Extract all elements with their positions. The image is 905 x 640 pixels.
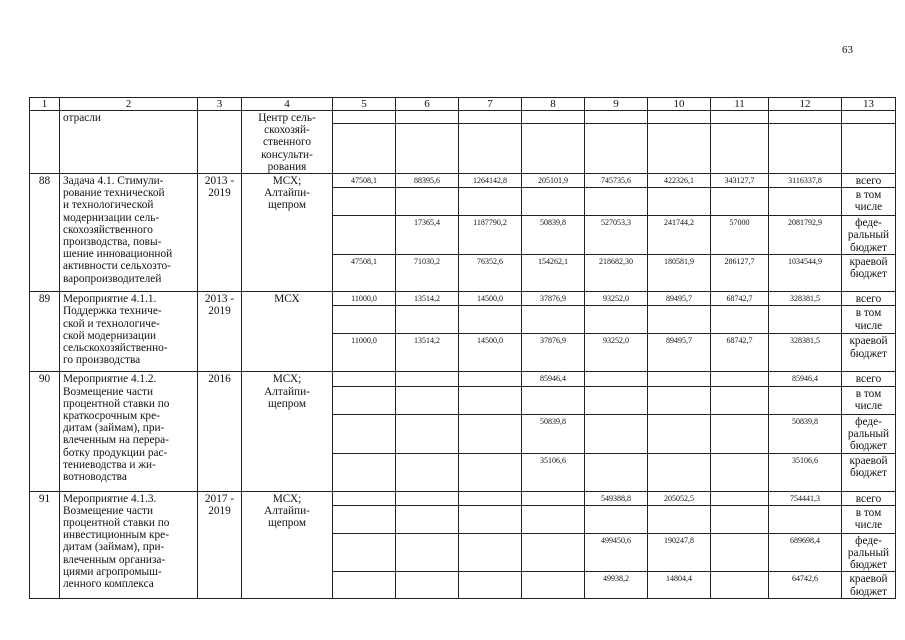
funding-source-cell bbox=[842, 533, 896, 572]
text-line: МСХ; bbox=[272, 492, 302, 505]
text-line: всего bbox=[855, 175, 882, 188]
value-cell bbox=[396, 306, 459, 334]
value-cell bbox=[459, 386, 522, 414]
text-line: в том bbox=[855, 506, 882, 519]
value-cell bbox=[396, 453, 459, 491]
value-cell bbox=[459, 372, 522, 386]
value-cell bbox=[459, 572, 522, 598]
value-cell: 1034544,9 bbox=[769, 255, 842, 292]
value-cell bbox=[648, 414, 711, 453]
value-cell bbox=[648, 306, 711, 334]
text-line: Мероприятие 4.1.3. bbox=[63, 492, 157, 505]
text-line: Алтайпи- bbox=[264, 187, 310, 200]
text-line: феде- bbox=[855, 415, 882, 428]
header-row bbox=[30, 98, 896, 111]
value-cell bbox=[585, 453, 648, 491]
text-line: ральный bbox=[847, 547, 890, 560]
text-line: дитам (займам), при- bbox=[63, 541, 165, 554]
value-cell: 68742,7 bbox=[711, 292, 769, 306]
funding-source-cell bbox=[842, 188, 896, 216]
funding-source-cell bbox=[842, 306, 896, 334]
value-cell: 68742,7 bbox=[711, 334, 769, 372]
text-line: 2019 bbox=[208, 187, 231, 200]
text-line: числе bbox=[854, 519, 883, 532]
value-cell: 89495,7 bbox=[648, 334, 711, 372]
empty-value-cell bbox=[769, 111, 842, 174]
text-line: бюджет bbox=[850, 268, 887, 281]
value-cell bbox=[769, 306, 842, 334]
value-cell bbox=[333, 372, 396, 386]
text-line: в том bbox=[855, 189, 882, 202]
value-cell bbox=[585, 372, 648, 386]
subrow-divider bbox=[459, 111, 521, 124]
text-line: процентной ставки по bbox=[63, 397, 170, 410]
measure-row bbox=[30, 491, 896, 505]
text-line: краткосрочным кре- bbox=[63, 410, 160, 423]
text-line: Мероприятие 4.1.1. bbox=[63, 293, 157, 306]
funding-source-cell bbox=[842, 572, 896, 598]
value-cell: 241744,2 bbox=[648, 216, 711, 255]
value-cell: 154262,1 bbox=[522, 255, 585, 292]
text-line: в том bbox=[855, 387, 882, 400]
subrow-divider bbox=[769, 111, 841, 124]
value-cell: 50839,8 bbox=[522, 414, 585, 453]
row-number-cell: 89 bbox=[30, 292, 60, 372]
value-cell bbox=[333, 505, 396, 533]
value-cell bbox=[396, 188, 459, 216]
text-line: инвестиционным кре- bbox=[63, 529, 169, 542]
header-cell: 6 bbox=[396, 98, 459, 111]
text-line: циями агропромыш- bbox=[63, 565, 162, 578]
text-line: 2013 - bbox=[204, 175, 235, 188]
value-cell bbox=[711, 453, 769, 491]
header-cell: 2 bbox=[60, 98, 198, 111]
value-cell: 689698,4 bbox=[769, 533, 842, 572]
measure-row bbox=[30, 174, 896, 188]
value-cell bbox=[333, 216, 396, 255]
value-cell: 37876,9 bbox=[522, 334, 585, 372]
text-line: Возмещение части bbox=[63, 385, 153, 398]
value-cell: 14804,4 bbox=[648, 572, 711, 598]
subrow-divider bbox=[842, 111, 895, 124]
subrow-divider bbox=[711, 111, 768, 124]
measure-name-cell bbox=[60, 372, 198, 491]
text-line: МСХ; bbox=[272, 175, 302, 188]
text-line: ботку продукции рас- bbox=[63, 446, 168, 459]
funding-source-cell bbox=[842, 216, 896, 255]
text-line: ленного комплекса bbox=[63, 578, 154, 591]
text-line: бюджет bbox=[850, 559, 887, 572]
value-cell: 3116337,8 bbox=[769, 174, 842, 188]
value-cell: 50839,8 bbox=[522, 216, 585, 255]
value-cell: 328381,5 bbox=[769, 292, 842, 306]
text-line: 2019 bbox=[208, 305, 231, 318]
value-cell: 190247,8 bbox=[648, 533, 711, 572]
value-cell: 13514,2 bbox=[396, 292, 459, 306]
value-cell bbox=[711, 572, 769, 598]
page-number: 63 bbox=[842, 44, 853, 56]
value-cell: 50839,8 bbox=[769, 414, 842, 453]
empty-value-cell bbox=[459, 111, 522, 174]
text-line: Центр сель- bbox=[258, 112, 316, 124]
empty-value-cell bbox=[711, 111, 769, 174]
text-line: сельскохозяйственно- bbox=[63, 342, 168, 355]
value-cell bbox=[585, 386, 648, 414]
value-cell bbox=[711, 372, 769, 386]
value-cell bbox=[459, 306, 522, 334]
value-cell: 14500,0 bbox=[459, 334, 522, 372]
funding-source-cell bbox=[842, 174, 896, 188]
text-line: дитам (займам), при- bbox=[63, 422, 165, 435]
text-line: го производства bbox=[63, 354, 141, 367]
value-cell bbox=[522, 572, 585, 598]
text-line: бюджет bbox=[850, 440, 887, 453]
value-cell bbox=[711, 386, 769, 414]
value-cell bbox=[459, 491, 522, 505]
value-cell bbox=[396, 505, 459, 533]
measure-row bbox=[30, 372, 896, 386]
value-cell: 549388,8 bbox=[585, 491, 648, 505]
subrow-divider bbox=[396, 111, 458, 124]
value-cell bbox=[711, 505, 769, 533]
empty-value-cell bbox=[585, 111, 648, 174]
header-cell: 12 bbox=[769, 98, 842, 111]
text-line: ральный bbox=[847, 427, 890, 440]
empty-value-cell bbox=[522, 111, 585, 174]
value-cell bbox=[522, 306, 585, 334]
value-cell: 57000 bbox=[711, 216, 769, 255]
value-cell: 64742,6 bbox=[769, 572, 842, 598]
measure-name-cell bbox=[60, 111, 198, 174]
value-cell bbox=[711, 414, 769, 453]
value-cell: 17365,4 bbox=[396, 216, 459, 255]
text-line: ральный bbox=[847, 229, 890, 242]
executor-cell bbox=[242, 292, 333, 372]
value-cell bbox=[333, 533, 396, 572]
value-cell: 205101,9 bbox=[522, 174, 585, 188]
text-line: краевой bbox=[849, 454, 888, 467]
value-cell bbox=[396, 372, 459, 386]
period-cell bbox=[198, 292, 242, 372]
row-number-cell bbox=[30, 111, 60, 174]
text-line: 2019 bbox=[208, 504, 231, 517]
value-cell: 76352,6 bbox=[459, 255, 522, 292]
value-cell bbox=[396, 414, 459, 453]
text-line: бюджет bbox=[850, 347, 887, 360]
funding-source-cell bbox=[842, 292, 896, 306]
value-cell: 49938,2 bbox=[585, 572, 648, 598]
text-line: скохозяйственного bbox=[63, 223, 153, 236]
value-cell: 343127,7 bbox=[711, 174, 769, 188]
value-cell bbox=[648, 453, 711, 491]
text-line: бюджет bbox=[850, 466, 887, 479]
budget-table bbox=[29, 97, 896, 599]
value-cell bbox=[711, 533, 769, 572]
header-cell: 9 bbox=[585, 98, 648, 111]
text-line: числе bbox=[854, 319, 883, 332]
value-cell bbox=[459, 188, 522, 216]
text-line: всего bbox=[855, 373, 882, 386]
executor-cell bbox=[242, 491, 333, 598]
value-cell: 1187790,2 bbox=[459, 216, 522, 255]
value-cell: 527053,3 bbox=[585, 216, 648, 255]
value-cell bbox=[333, 306, 396, 334]
value-cell: 328381,5 bbox=[769, 334, 842, 372]
text-line: и технологической bbox=[63, 199, 154, 212]
value-cell: 35106,6 bbox=[769, 453, 842, 491]
funding-source-cell bbox=[842, 414, 896, 453]
empty-value-cell bbox=[396, 111, 459, 174]
value-cell bbox=[769, 188, 842, 216]
text-line: ской и технологиче- bbox=[63, 317, 160, 330]
funding-source-cell bbox=[842, 334, 896, 372]
value-cell bbox=[711, 491, 769, 505]
value-cell bbox=[769, 386, 842, 414]
value-cell bbox=[396, 386, 459, 414]
header-cell: 7 bbox=[459, 98, 522, 111]
period-cell bbox=[198, 174, 242, 292]
text-line: щепром bbox=[268, 397, 306, 410]
measure-name-cell bbox=[60, 174, 198, 292]
text-line: рования bbox=[267, 160, 307, 173]
measure-name-cell bbox=[60, 292, 198, 372]
value-cell bbox=[585, 414, 648, 453]
text-line: щепром bbox=[268, 517, 306, 530]
value-cell bbox=[333, 572, 396, 598]
funding-source-cell bbox=[842, 386, 896, 414]
text-line: феде- bbox=[855, 217, 882, 230]
value-cell bbox=[648, 386, 711, 414]
value-cell: 745735,6 bbox=[585, 174, 648, 188]
measure-name-cell bbox=[60, 491, 198, 598]
subrow-divider bbox=[522, 111, 584, 124]
value-cell: 89495,7 bbox=[648, 292, 711, 306]
header-cell: 4 bbox=[242, 98, 333, 111]
text-line: шение инновационной bbox=[63, 248, 173, 261]
value-cell: 422326,1 bbox=[648, 174, 711, 188]
text-line: Возмещение части bbox=[63, 504, 153, 517]
text-line: модернизации сель- bbox=[63, 211, 160, 224]
value-cell: 47508,1 bbox=[333, 255, 396, 292]
text-line: 2017 - bbox=[204, 492, 235, 505]
text-line: Алтайпи- bbox=[264, 504, 310, 517]
value-cell: 37876,9 bbox=[522, 292, 585, 306]
empty-value-cell bbox=[842, 111, 896, 174]
value-cell bbox=[396, 572, 459, 598]
value-cell bbox=[522, 188, 585, 216]
value-cell bbox=[585, 505, 648, 533]
text-line: Поддержка техниче- bbox=[63, 305, 162, 318]
value-cell: 85946,4 bbox=[522, 372, 585, 386]
value-cell bbox=[648, 188, 711, 216]
header-cell: 10 bbox=[648, 98, 711, 111]
period-cell bbox=[198, 491, 242, 598]
value-cell bbox=[522, 505, 585, 533]
text-line: Задача 4.1. Стимули- bbox=[63, 175, 164, 188]
text-line: варопроизводителей bbox=[63, 272, 162, 285]
row-number-cell: 91 bbox=[30, 491, 60, 598]
row-number-cell: 88 bbox=[30, 174, 60, 292]
text-line: вотноводства bbox=[63, 471, 127, 484]
empty-value-cell bbox=[333, 111, 396, 174]
value-cell: 93252,0 bbox=[585, 292, 648, 306]
value-cell bbox=[333, 188, 396, 216]
value-cell bbox=[522, 491, 585, 505]
value-cell: 13514,2 bbox=[396, 334, 459, 372]
value-cell: 93252,0 bbox=[585, 334, 648, 372]
executor-cell bbox=[242, 372, 333, 491]
value-cell: 14500,0 bbox=[459, 292, 522, 306]
value-cell: 85946,4 bbox=[769, 372, 842, 386]
value-cell bbox=[459, 505, 522, 533]
period-cell bbox=[198, 372, 242, 491]
text-line: тениеводства и жи- bbox=[63, 458, 156, 471]
value-cell bbox=[459, 453, 522, 491]
text-line: активности сельхозто- bbox=[63, 260, 171, 273]
text-line: краевой bbox=[849, 256, 888, 269]
value-cell: 71030,2 bbox=[396, 255, 459, 292]
period-cell bbox=[198, 111, 242, 174]
text-line: 2016 bbox=[208, 373, 231, 386]
value-cell bbox=[769, 505, 842, 533]
text-line: краевой bbox=[849, 573, 888, 586]
text-line: всего bbox=[855, 293, 882, 306]
subrow-divider bbox=[333, 111, 395, 124]
value-cell bbox=[333, 491, 396, 505]
text-line: влеченным на перера- bbox=[63, 434, 169, 447]
value-cell bbox=[522, 533, 585, 572]
text-line: ской модернизации bbox=[63, 329, 157, 342]
text-line: щепром bbox=[268, 199, 306, 212]
funding-source-cell bbox=[842, 505, 896, 533]
empty-value-cell bbox=[648, 111, 711, 174]
text-line: всего bbox=[855, 492, 882, 505]
executor-cell bbox=[242, 111, 333, 174]
text-line: краевой bbox=[849, 335, 888, 348]
value-cell bbox=[333, 386, 396, 414]
header-cell: 8 bbox=[522, 98, 585, 111]
text-line: ственного bbox=[263, 136, 311, 149]
continuation-row bbox=[30, 111, 896, 174]
funding-source-cell bbox=[842, 453, 896, 491]
header-cell: 1 bbox=[30, 98, 60, 111]
subrow-divider bbox=[585, 111, 647, 124]
funding-source-cell bbox=[842, 255, 896, 292]
text-line: влеченным организа- bbox=[63, 553, 166, 566]
funding-source-cell bbox=[842, 491, 896, 505]
text-line: отрасли bbox=[63, 112, 101, 124]
value-cell: 218682,30 bbox=[585, 255, 648, 292]
header-cell: 3 bbox=[198, 98, 242, 111]
value-cell: 499450,6 bbox=[585, 533, 648, 572]
value-cell bbox=[459, 533, 522, 572]
value-cell: 35106,6 bbox=[522, 453, 585, 491]
value-cell: 2081792,9 bbox=[769, 216, 842, 255]
value-cell bbox=[585, 188, 648, 216]
text-line: консульти- bbox=[261, 148, 313, 161]
value-cell: 205052,5 bbox=[648, 491, 711, 505]
text-line: бюджет bbox=[850, 585, 887, 598]
value-cell bbox=[459, 414, 522, 453]
value-cell bbox=[396, 491, 459, 505]
value-cell bbox=[585, 306, 648, 334]
header-cell: 11 bbox=[711, 98, 769, 111]
value-cell: 11000,0 bbox=[333, 334, 396, 372]
text-line: рование технической bbox=[63, 187, 165, 200]
text-line: числе bbox=[854, 399, 883, 412]
text-line: Алтайпи- bbox=[264, 385, 310, 398]
funding-source-cell bbox=[842, 372, 896, 386]
text-line: 2013 - bbox=[204, 293, 235, 306]
value-cell bbox=[522, 386, 585, 414]
header-cell: 5 bbox=[333, 98, 396, 111]
text-line: Мероприятие 4.1.2. bbox=[63, 373, 157, 386]
text-line: МСХ bbox=[274, 293, 300, 306]
row-number-cell: 90 bbox=[30, 372, 60, 491]
text-line: скохозяй- bbox=[264, 124, 310, 137]
text-line: производства, повы- bbox=[63, 236, 162, 249]
value-cell: 180581,9 bbox=[648, 255, 711, 292]
value-cell bbox=[711, 306, 769, 334]
value-cell: 754441,3 bbox=[769, 491, 842, 505]
measure-row bbox=[30, 292, 896, 306]
executor-cell bbox=[242, 174, 333, 292]
text-line: в том bbox=[855, 307, 882, 320]
value-cell: 1264142,8 bbox=[459, 174, 522, 188]
value-cell bbox=[648, 505, 711, 533]
value-cell bbox=[648, 372, 711, 386]
header-cell: 13 bbox=[842, 98, 896, 111]
value-cell bbox=[333, 414, 396, 453]
text-line: феде- bbox=[855, 534, 882, 547]
value-cell: 11000,0 bbox=[333, 292, 396, 306]
text-line: МСХ; bbox=[272, 373, 302, 386]
value-cell bbox=[711, 188, 769, 216]
text-line: числе bbox=[854, 201, 883, 214]
value-cell bbox=[396, 533, 459, 572]
value-cell bbox=[333, 453, 396, 491]
value-cell: 286127,7 bbox=[711, 255, 769, 292]
text-line: бюджет bbox=[850, 241, 887, 254]
subrow-divider bbox=[648, 111, 710, 124]
value-cell: 47508,1 bbox=[333, 174, 396, 188]
text-line: процентной ставки по bbox=[63, 517, 170, 530]
value-cell: 88395,6 bbox=[396, 174, 459, 188]
